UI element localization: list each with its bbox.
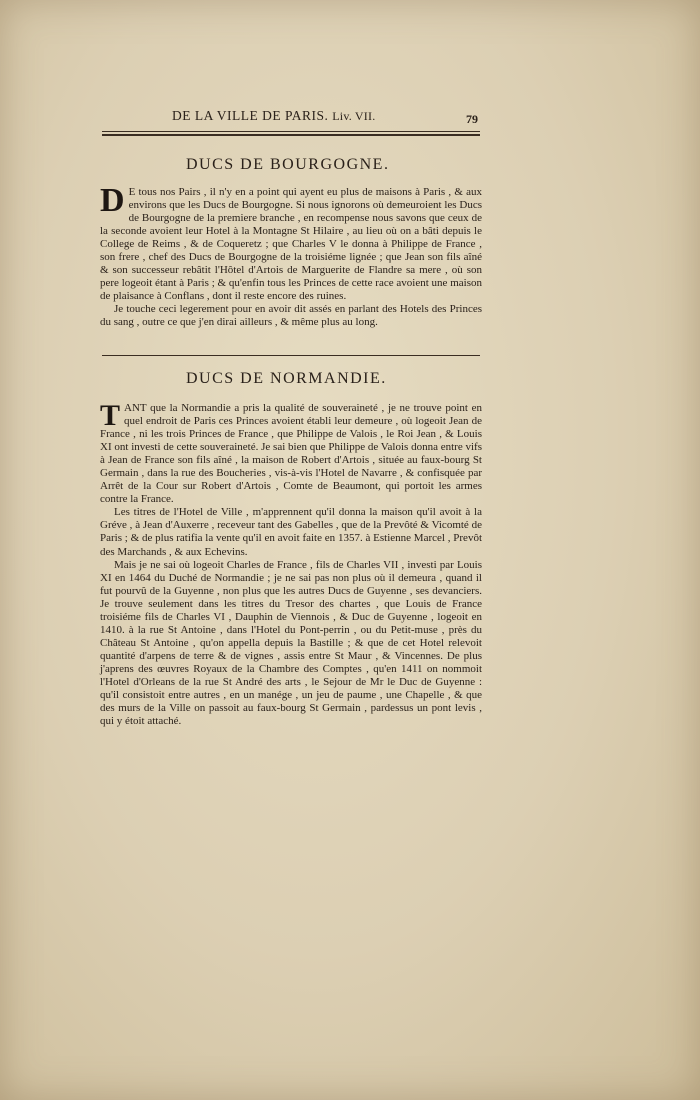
running-title: DE LA VILLE DE PARIS. xyxy=(172,108,329,123)
running-header xyxy=(172,108,452,124)
page-number: 79 xyxy=(466,112,478,126)
book-number: Liv. VII. xyxy=(332,109,376,123)
section-bourgogne-text xyxy=(100,182,482,330)
paragraph xyxy=(100,182,482,303)
section-divider-rule xyxy=(102,355,480,356)
header-rule-thick xyxy=(102,134,480,136)
section-title-normandie: DUCS DE NORMANDIE. xyxy=(186,370,387,387)
header-rule-thin xyxy=(102,131,480,132)
paragraph xyxy=(100,303,482,329)
drop-cap: T xyxy=(100,399,121,432)
section-normandie-text xyxy=(100,399,482,728)
paragraph xyxy=(100,399,482,506)
paragraph-text: Mais je ne sai où logeoit Charles de France , fils de Charles VII , investi par Louis XI en 1464 du Duché de Normandie ; je ne sai pas non plus où il demeura , quand il fut pourvû de la Guyenne , non plus que les autres Ducs de Guyenne , ses devanciers. Je trouve seulement dans les titres du Tresor des chartes , que Louis de France troisiéme fils de Charles VI , Dauphin de Viennois , & Duc de Guyenne , logeoit en 1410. à la rue St Antoine , dans l'Hotel du Pont-perrin , ou du Petit-muse , près du Château St Antoine , qu'on appella depuis la Bastille ; & que de cet Hotel relevoit quantité d'arpens de terre & de vignes , assis entre St Maur , & Vincennes. De plus j'aprens des œuvres Royaux de la Chambre des Comptes , qu'en 1411 on nommoit l'Hotel d'Orleans de la rue St André des arts , le Sejour de Mr le Duc de Guyenne : qu'il consistoit entre autres , en un manége , un jeu de paume , une Chapelle , & que des murs de la Ville on passoit au faux-bourg St Germain , pardessus un pont levis , qui y étoit attaché. xyxy=(100,558,482,728)
drop-cap: D xyxy=(100,182,125,219)
paragraph-text: Je touche ceci legerement pour en avoir dit assés en parlant des Hotels des Princes du sang , outre ce que j'en dirai ailleurs , & même plus au long. xyxy=(100,303,482,329)
section-title-bourgogne: DUCS DE BOURGOGNE. xyxy=(186,156,390,173)
paragraph-text: E tous nos Pairs , il n'y en a point qui ayent eu plus de maisons à Paris , & aux environs que les Ducs de Bourgogne. Si nous ignorons où demeuroient les Ducs de Bourgogne de la premiere branche , en recompense nous savons que ceux de la seconde avoient leur Hotel à la Montagne St Hilaire , au lieu où on a bâti depuis le College de Reims , & de Coqueretz ; que Charles V le donna à Philippe de France , son frere , chef des Ducs de Bourgogne de la troisiéme lignée ; que Jean son fils aîné & son successeur rebâtit l'Hôtel d'Artois de Marguerite de Flandre sa mere , où son pere logeoit étant à Paris ; & qu'enfin tous les Princes de cette race avoient une maison de plaisance à Conflans , dont il reste encore des ruines. xyxy=(100,186,482,303)
paragraph xyxy=(100,559,482,729)
paragraph xyxy=(100,506,482,558)
paragraph-text: ANT que la Normandie a pris la qualité de souveraineté , je ne trouve point en quel endroit de Paris ces Princes avoient établi leur demeure , où logeoit Jean de France , ni les trois Princes de France , que Philippe de Valois , le Roi Jean , & Louis XI ont investi de cette souveraineté. Je sai bien que Philippe de Valois donna entre vifs à Jean de France son fils aîné , la maison de Robert d'Artois , située au faux-bourg St Germain , dans la rue des Boucheries , vis-à-vis l'Hotel de Navarre , & confisquée par Arrêt de la Cour sur Robert d'Artois , Comte de Beaumont, qui portoit les armes contre la France. xyxy=(100,402,482,506)
paragraph-text: Les titres de l'Hotel de Ville , m'apprennent qu'il donna la maison qu'il avoit à la Gréve , à Jean d'Auxerre , receveur tant des Gabelles , que de la Prevôté & Vicomté de Paris ; & de plus ratifia la vente qu'il en avoit faite en 1357. à Estienne Marcel , Prevôt des Marchands , & aux Echevins. xyxy=(100,506,482,558)
